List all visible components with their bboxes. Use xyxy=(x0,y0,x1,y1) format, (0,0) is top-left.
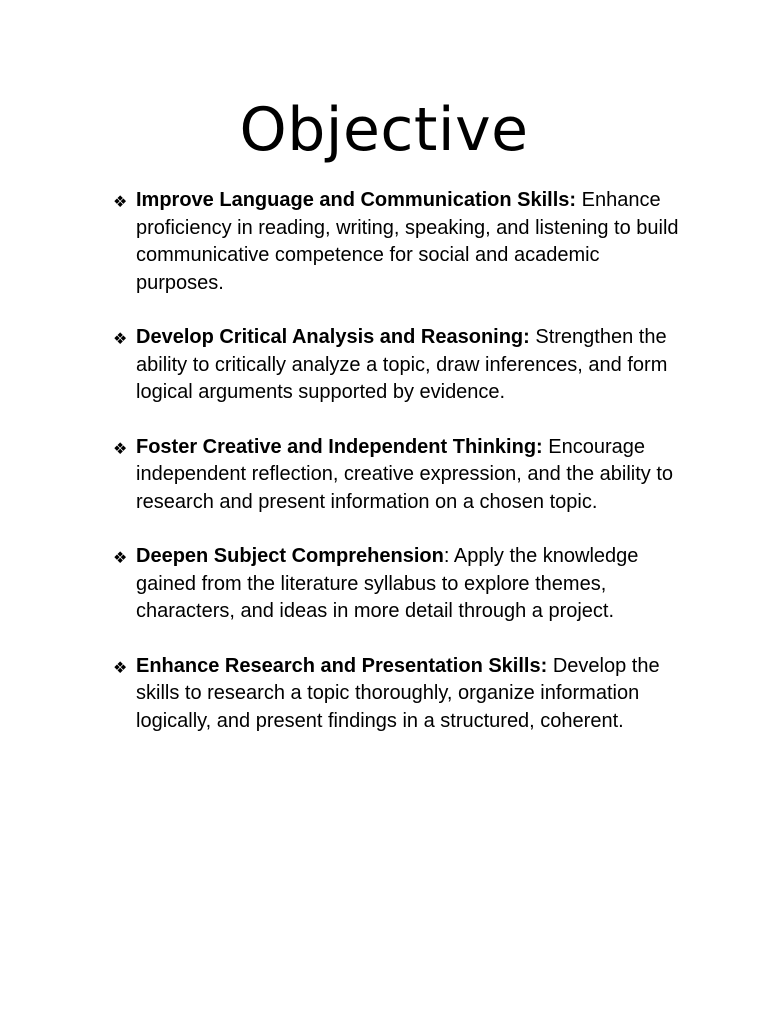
diamond-bullet-icon: ❖ xyxy=(113,329,128,348)
objective-heading: Deepen Subject Comprehension xyxy=(136,545,444,567)
diamond-bullet-icon: ❖ xyxy=(113,438,128,458)
objective-heading: Foster Creative and Independent Thinking: xyxy=(136,435,543,458)
diamond-bullet-icon: ❖ xyxy=(113,657,128,677)
page-title: Objective xyxy=(239,95,529,165)
diamond-bullet-icon: ❖ xyxy=(113,192,128,211)
objective-item xyxy=(112,324,686,407)
objective-item xyxy=(112,434,686,517)
objective-text: Encourage independent reflection, creative expression, and the ability to research and present information on a chosen topic. xyxy=(136,435,674,513)
objective-text: Enhance proficiency in reading, writing, speaking, and listening to build communicative competence for social and academic purposes. xyxy=(136,189,679,294)
diamond-bullet-icon: ❖ xyxy=(113,548,128,567)
objective-item xyxy=(112,653,686,736)
objective-heading: Develop Critical Analysis and Reasoning: xyxy=(136,326,530,348)
objectives-list xyxy=(112,187,686,762)
objective-text: : Apply the knowledge gained from the literature syllabus to explore themes, characters, and ideas in more detail through a project. xyxy=(136,545,639,622)
objective-text: Strengthen the ability to critically analyze a topic, draw inferences, and form logical arguments supported by evidence. xyxy=(136,326,668,403)
objective-heading: Enhance Research and Presentation Skills: xyxy=(136,654,548,677)
objective-heading: Improve Language and Communication Skills: xyxy=(136,189,577,211)
objective-item xyxy=(112,187,686,297)
objective-text: Develop the skills to research a topic thoroughly, organize information logically, and present findings in a structured, coherent. xyxy=(136,654,660,732)
objective-item xyxy=(112,543,686,626)
